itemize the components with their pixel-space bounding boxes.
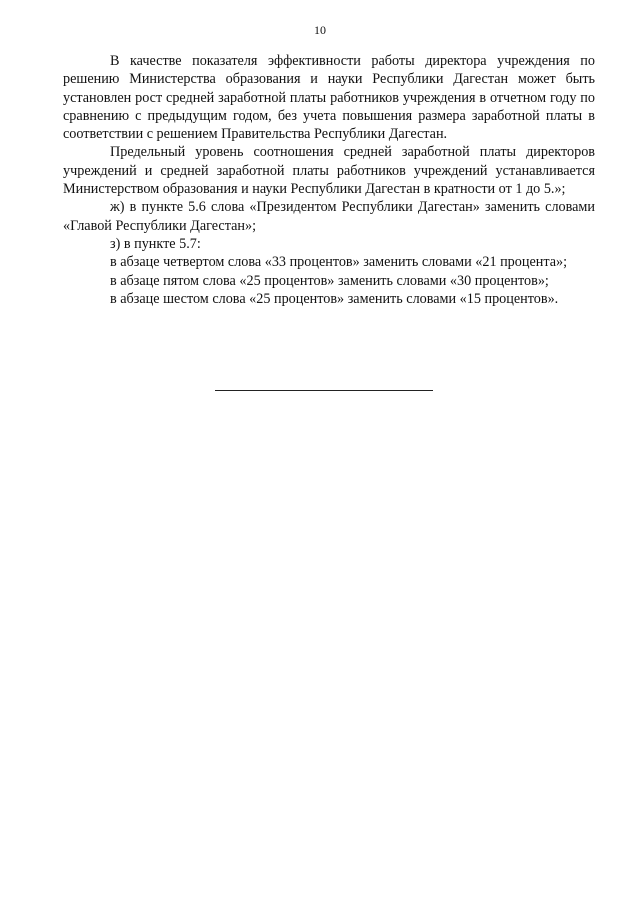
item-z-paragraph-sixth: в абзаце шестом слова «25 процентов» заменить словами «15 процентов». bbox=[110, 290, 559, 307]
item-z-paragraph-fifth: в абзаце пятом слова «25 процентов» заменить словами «30 процентов»; bbox=[110, 272, 549, 289]
paragraph-salary-ratio: Предельный уровень соотношения средней заработной платы директоров учреждений и средней заработной платы работников учреждений устанавливается Министерством образования и науки Республики Дагестан в кратности от 1 до 5.»; bbox=[63, 144, 595, 198]
page-number: 10 bbox=[314, 23, 326, 37]
document-body bbox=[63, 52, 595, 308]
end-divider-line bbox=[215, 390, 433, 391]
item-z-heading: з) в пункте 5.7: bbox=[110, 235, 201, 252]
paragraph-item-zh: ж) в пункте 5.6 слова «Президентом Республики Дагестан» заменить словами «Главой Республики Дагестан»; bbox=[63, 199, 595, 234]
paragraph-performance-indicator: В качестве показателя эффективности работы директора учреждения по решению Министерства образования и науки Республики Дагестан может быть установлен рост средней заработной платы работников учреждения в отчетном году по сравнению с предыдущим годом, без учета повышения размера заработной платы в соответствии с решением Правительства Республики Дагестан. bbox=[63, 53, 595, 143]
item-z-paragraph-fourth: в абзаце четвертом слова «33 процентов» заменить словами «21 процента»; bbox=[110, 254, 568, 271]
